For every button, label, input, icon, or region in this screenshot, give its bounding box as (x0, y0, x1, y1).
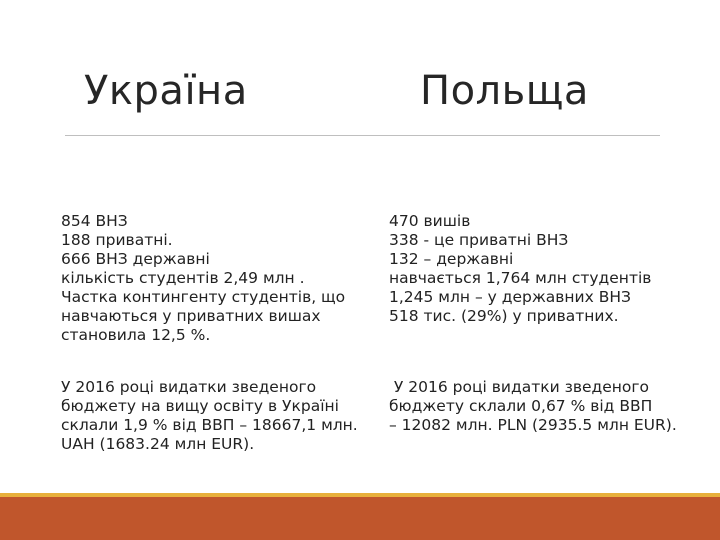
footer-accent-bar (0, 497, 720, 540)
poland-stat-line: 132 – державні (389, 250, 514, 268)
poland-stat-line: 518 тис. (29%) у приватних. (389, 307, 619, 325)
poland-stat-line: 338 - це приватні ВНЗ (389, 231, 569, 249)
ukraine-budget-line: бюджету на вищу освіту в Україні (61, 397, 339, 415)
ukraine-budget-line: У 2016 році видатки зведеного (61, 378, 317, 396)
title-ukraine: Україна (84, 68, 248, 114)
title-divider (65, 135, 660, 136)
ukraine-stat-line: 666 ВНЗ державні (61, 250, 210, 268)
poland-budget-block (389, 378, 709, 435)
poland-budget-line: У 2016 році видатки зведеного (389, 378, 650, 396)
poland-stat-line: 470 вишів (389, 212, 471, 230)
ukraine-budget-line: UAH (1683.24 млн EUR). (61, 435, 255, 453)
ukraine-stat-line: кількість студентів 2,49 млн . (61, 269, 305, 287)
ukraine-stat-line: навчаються у приватних вишах (61, 307, 321, 325)
ukraine-budget-block (61, 378, 371, 454)
poland-budget-line: – 12082 млн. PLN (2935.5 млн EUR). (389, 416, 677, 434)
poland-budget-line: бюджету склали 0,67 % від ВВП (389, 397, 653, 415)
ukraine-stat-line: 188 приватні. (61, 231, 173, 249)
ukraine-stats-block (61, 212, 371, 345)
title-poland: Польща (420, 68, 589, 114)
ukraine-stat-line: Частка контингенту студентів, що (61, 288, 346, 306)
poland-stat-line: навчається 1,764 млн студентів (389, 269, 652, 287)
poland-stats-block (389, 212, 709, 326)
ukraine-stat-line: 854 ВНЗ (61, 212, 128, 230)
ukraine-stat-line: становила 12,5 %. (61, 326, 211, 344)
ukraine-budget-line: склали 1,9 % від ВВП – 18667,1 млн. (61, 416, 358, 434)
poland-stat-line: 1,245 млн – у державних ВНЗ (389, 288, 631, 306)
